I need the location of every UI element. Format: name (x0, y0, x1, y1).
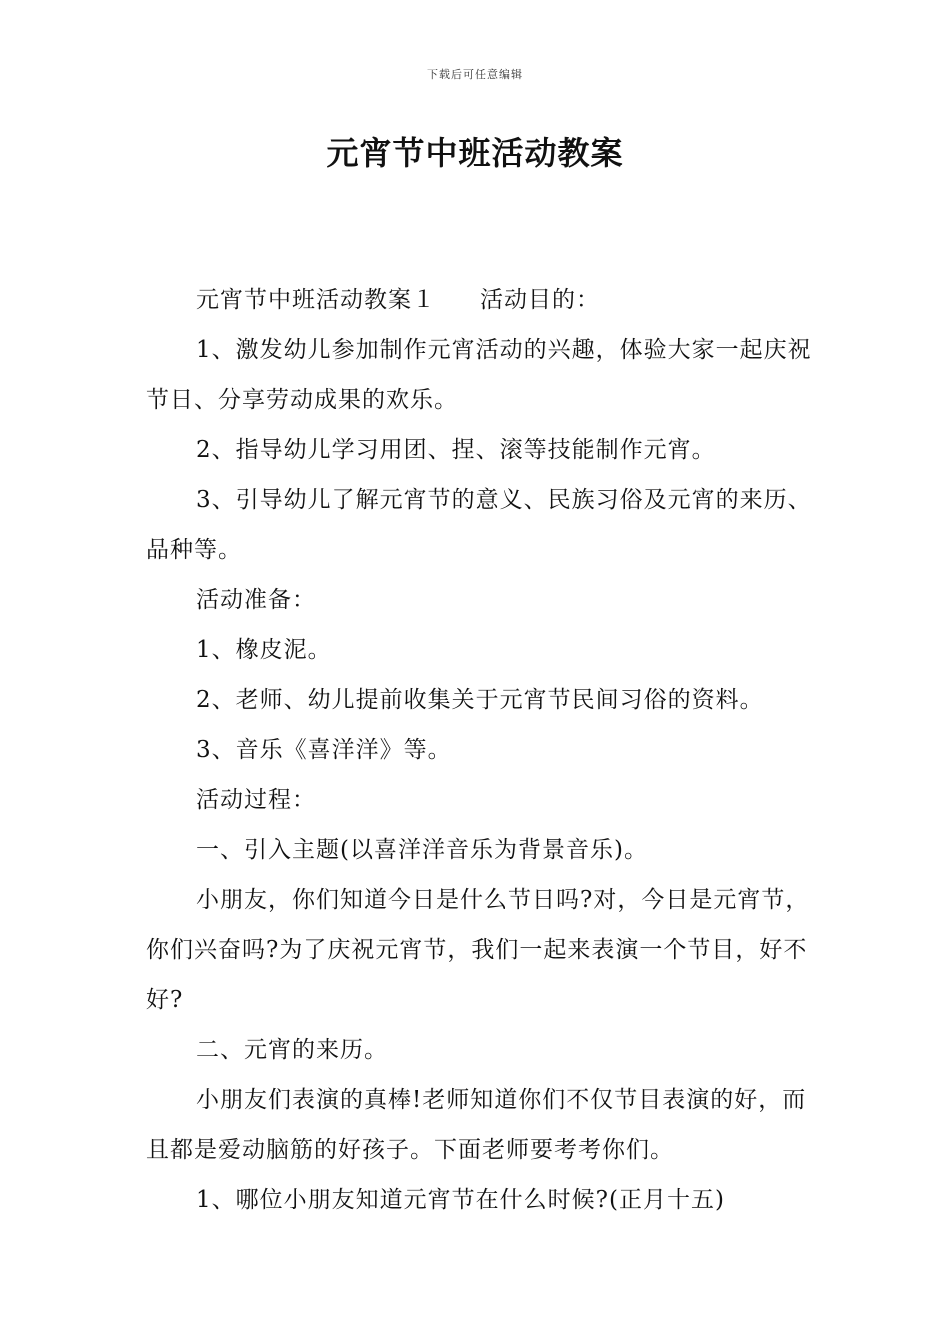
document-body (146, 275, 826, 1225)
header-note: 下载后可任意编辑 (427, 68, 523, 81)
paragraph: 1、橡皮泥。 (196, 637, 332, 663)
intro-heading: 元宵节中班活动教案１ (196, 287, 436, 313)
paragraph: 小朋友，你们知道今日是什么节日吗?对，今日是元宵节，你们兴奋吗?为了庆祝元宵节，我们一起来表演一个节目，好不好? (146, 887, 810, 1013)
paragraph: 1、哪位小朋友知道元宵节在什么时候?(正月十五) (196, 1187, 725, 1213)
paragraph: 1、激发幼儿参加制作元宵活动的兴趣，体验大家一起庆祝节日、分享劳动成果的欢乐。 (146, 337, 812, 413)
section-heading: 活动过程： (196, 787, 316, 813)
paragraph: 3、音乐《喜洋洋》等。 (196, 737, 452, 763)
paragraph: 3、引导幼儿了解元宵节的意义、民族习俗及元宵的来历、品种等。 (146, 487, 812, 563)
paragraph: 2、指导幼儿学习用团、捏、滚等技能制作元宵。 (196, 437, 716, 463)
paragraph: 2、老师、幼儿提前收集关于元宵节民间习俗的资料。 (196, 687, 764, 713)
paragraph: 小朋友们表演的真棒!老师知道你们不仅节目表演的好，而且都是爱动脑筋的好孩子。下面老师要考考你们。 (146, 1087, 807, 1163)
section-heading: 活动准备： (196, 587, 316, 613)
intro-label: 活动目的： (480, 287, 600, 313)
document-title: 元宵节中班活动教案 (326, 134, 624, 172)
paragraph: 二、元宵的来历。 (196, 1037, 388, 1063)
intro-paragraph (146, 275, 826, 325)
paragraph: 一、引入主题(以喜洋洋音乐为背景音乐)。 (196, 837, 648, 863)
